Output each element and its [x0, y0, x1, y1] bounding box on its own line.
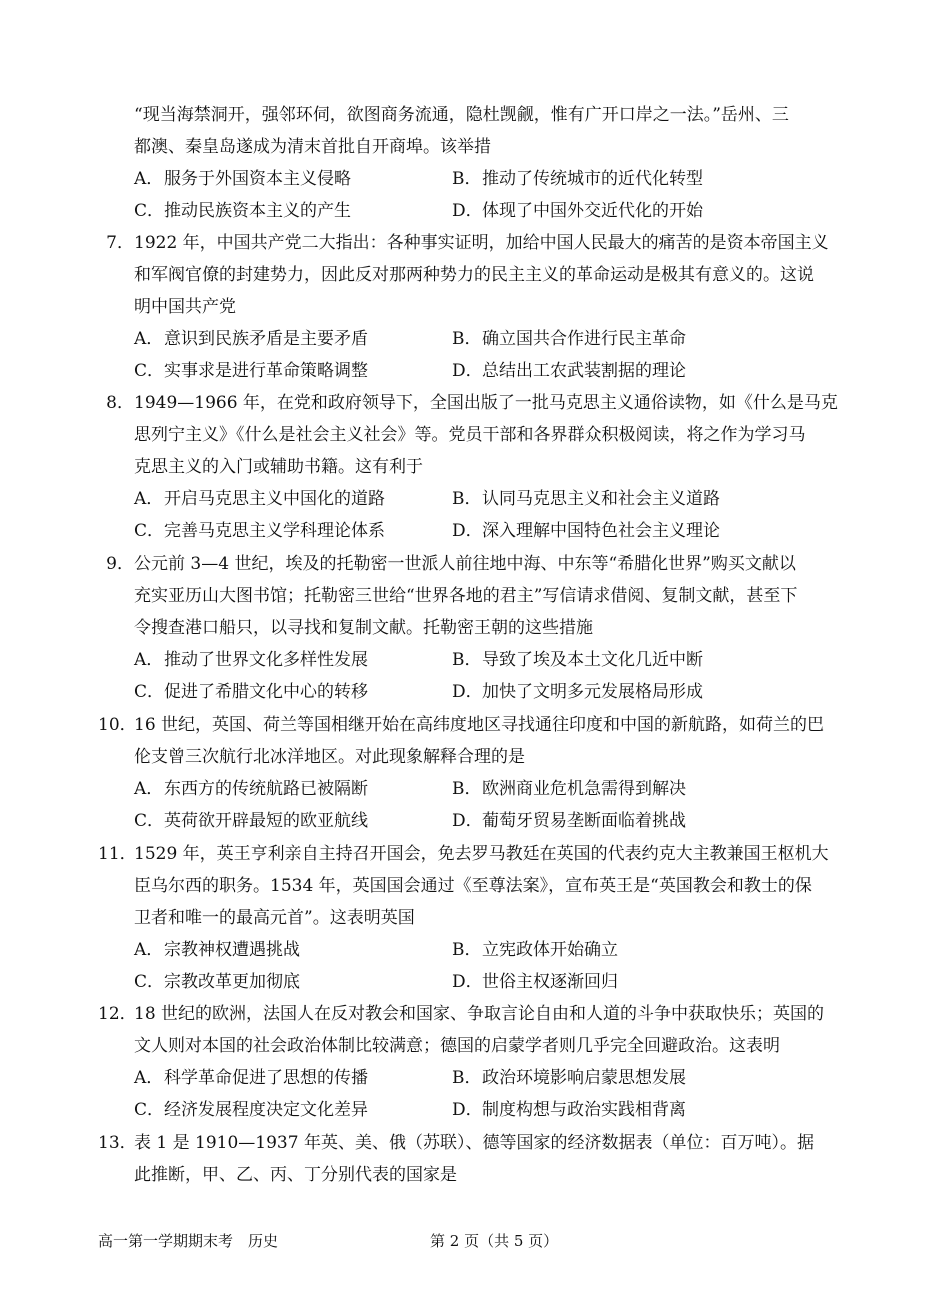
question-12-line-2: 文人则对本国的社会政治体制比较满意；德国的启蒙学者则几乎完全回避政治。这表明 [134, 1036, 780, 1056]
option-text: 葡萄牙贸易垄断面临着挑战 [482, 811, 686, 831]
option-text: 世俗主权逐渐回归 [482, 972, 618, 992]
option-text: 开启马克思主义中国化的道路 [164, 489, 385, 509]
question-13-line-1: 表 1 是 1910—1937 年英、美、俄（苏联）、德等国家的经济数据表（单位：百万吨）。据 [134, 1133, 814, 1153]
question-7-option-b [452, 327, 686, 351]
question-9-line-1: 公元前 3—4 世纪，埃及的托勒密一世派人前往地中海、中东等“希腊化世界”购买文献以 [134, 554, 796, 574]
question-8-number: 8． [106, 393, 134, 413]
option-letter: C． [134, 811, 165, 831]
option-letter: A． [134, 779, 164, 799]
question-10-line-1: 16 世纪，英国、荷兰等国相继开始在高纬度地区寻找通往印度和中国的新航路，如荷兰的巴 [134, 715, 825, 735]
option-text: 体现了中国外交近代化的开始 [482, 201, 703, 221]
option-letter: B． [452, 489, 482, 509]
question-8-option-d [452, 519, 720, 543]
option-text: 实事求是进行革命策略调整 [164, 361, 368, 381]
question-11-number: 11． [98, 844, 137, 864]
question-10-number: 10． [98, 715, 137, 735]
question-11-option-a [134, 938, 300, 962]
question-10-option-a [134, 777, 368, 801]
question-7-option-d [452, 359, 686, 383]
question-9-option-b [452, 648, 703, 672]
question-13-number: 13． [98, 1133, 137, 1153]
question-7-option-a [134, 327, 368, 351]
question-12-option-d [452, 1098, 686, 1122]
option-text: 推动了传统城市的近代化转型 [482, 169, 703, 189]
option-text: 导致了埃及本土文化几近中断 [482, 650, 703, 670]
footer-exam-title: 高一第一学期期末考 历史 [98, 1232, 279, 1250]
question-7-option-c [134, 359, 368, 383]
question-11-line-3: 卫者和唯一的最高元首”。这表明英国 [134, 908, 415, 928]
question-7-line-1: 1922 年，中国共产党二大指出：各种事实证明，加给中国人民最大的痛苦的是资本帝国主义 [134, 233, 829, 253]
option-letter: C． [134, 972, 165, 992]
option-letter: D． [452, 361, 483, 381]
option-letter: B． [452, 329, 482, 349]
option-letter: D． [452, 521, 483, 541]
question-12-option-c [134, 1098, 368, 1122]
question-8-line-3: 克思主义的入门或辅助书籍。这有利于 [134, 457, 423, 477]
question-12-line-1: 18 世纪的欧洲，法国人在反对教会和国家、争取言论自由和人道的斗争中获取快乐；英国的 [134, 1004, 825, 1024]
option-letter: C． [134, 1100, 165, 1120]
option-letter: B． [452, 1068, 482, 1088]
question-8-line-1: 1949—1966 年，在党和政府领导下，全国出版了一批马克思主义通俗读物，如《什么是马克 [134, 393, 838, 413]
option-text: 科学革命促进了思想的传播 [164, 1068, 368, 1088]
option-letter: C． [134, 201, 165, 221]
option-text: 总结出工农武装割据的理论 [482, 361, 686, 381]
question-9-option-a [134, 648, 368, 672]
intro-line-2: 都澳、秦皇岛遂成为清末首批自开商埠。该举措 [134, 137, 491, 157]
question-9-option-c [134, 680, 368, 704]
option-letter: B． [452, 940, 482, 960]
question-7-number: 7． [106, 233, 134, 253]
option-text: 加快了文明多元发展格局形成 [482, 682, 703, 702]
question-9-line-3: 令搜查港口船只，以寻找和复制文献。托勒密王朝的这些措施 [134, 618, 593, 638]
option-letter: C． [134, 361, 165, 381]
question-12-option-b [452, 1066, 686, 1090]
option-letter: A． [134, 329, 164, 349]
intro-option-a [134, 167, 351, 191]
option-text: 欧洲商业危机急需得到解决 [482, 779, 686, 799]
option-letter: C． [134, 521, 165, 541]
option-letter: D． [452, 682, 483, 702]
question-11-option-b [452, 938, 618, 962]
option-text: 经济发展程度决定文化差异 [164, 1100, 368, 1120]
option-letter: A． [134, 169, 164, 189]
question-8-option-c [134, 519, 385, 543]
intro-option-c [134, 199, 351, 223]
question-10-option-c [134, 809, 368, 833]
option-text: 宗教改革更加彻底 [164, 972, 300, 992]
question-11-option-c [134, 970, 300, 994]
question-10-option-b [452, 777, 686, 801]
option-text: 意识到民族矛盾是主要矛盾 [164, 329, 368, 349]
option-text: 立宪政体开始确立 [482, 940, 618, 960]
option-text: 推动民族资本主义的产生 [164, 201, 351, 221]
option-text: 宗教神权遭遇挑战 [164, 940, 300, 960]
option-letter: D． [452, 1100, 483, 1120]
option-text: 认同马克思主义和社会主义道路 [482, 489, 720, 509]
option-text: 确立国共合作进行民主革命 [482, 329, 686, 349]
option-text: 服务于外国资本主义侵略 [164, 169, 351, 189]
question-9-option-d [452, 680, 703, 704]
option-text: 完善马克思主义学科理论体系 [164, 521, 385, 541]
option-text: 促进了希腊文化中心的转移 [164, 682, 368, 702]
option-letter: B． [452, 169, 482, 189]
option-letter: D． [452, 811, 483, 831]
question-11-line-2: 臣乌尔西的职务。1534 年，英国国会通过《至尊法案》，宣布英王是“英国教会和教士的保 [134, 876, 812, 896]
question-11-option-d [452, 970, 618, 994]
option-letter: C． [134, 682, 165, 702]
option-letter: A． [134, 489, 164, 509]
intro-option-d [452, 199, 703, 223]
question-11-line-1: 1529 年，英王亨利亲自主持召开国会，免去罗马教廷在英国的代表约克大主教兼国王枢机大 [134, 844, 829, 864]
question-8-option-b [452, 487, 720, 511]
footer-page-number: 第 2 页（共 5 页） [430, 1232, 559, 1250]
option-letter: D． [452, 972, 483, 992]
question-9-line-2: 充实亚历山大图书馆；托勒密三世给“世界各地的君主”写信请求借阅、复制文献，甚至下 [134, 586, 798, 606]
intro-option-b [452, 167, 703, 191]
intro-line-1: “现当海禁洞开，强邻环伺，欲图商务流通，隐杜觊觎，惟有广开口岸之一法。”岳州、三 [134, 105, 789, 125]
option-text: 深入理解中国特色社会主义理论 [482, 521, 720, 541]
question-12-option-a [134, 1066, 368, 1090]
question-10-line-2: 伦支曾三次航行北冰洋地区。对此现象解释合理的是 [134, 747, 525, 767]
option-text: 制度构想与政治实践相背离 [482, 1100, 686, 1120]
option-letter: B． [452, 779, 482, 799]
option-text: 政治环境影响启蒙思想发展 [482, 1068, 686, 1088]
question-9-number: 9． [106, 554, 134, 574]
question-10-option-d [452, 809, 686, 833]
option-text: 英荷欲开辟最短的欧亚航线 [164, 811, 368, 831]
question-7-line-2: 和军阀官僚的封建势力，因此反对那两种势力的民主主义的革命运动是极其有意义的。这说 [134, 265, 814, 285]
question-12-number: 12． [98, 1004, 137, 1024]
option-letter: A． [134, 940, 164, 960]
option-letter: B． [452, 650, 482, 670]
question-7-line-3: 明中国共产党 [134, 297, 236, 317]
option-letter: D． [452, 201, 483, 221]
option-letter: A． [134, 1068, 164, 1088]
question-8-line-2: 思列宁主义》《什么是社会主义社会》等。党员干部和各界群众积极阅读，将之作为学习马 [134, 425, 806, 445]
option-text: 东西方的传统航路已被隔断 [164, 779, 368, 799]
question-8-option-a [134, 487, 385, 511]
option-text: 推动了世界文化多样性发展 [164, 650, 368, 670]
option-letter: A． [134, 650, 164, 670]
question-13-line-2: 此推断，甲、乙、丙、丁分别代表的国家是 [134, 1165, 457, 1185]
